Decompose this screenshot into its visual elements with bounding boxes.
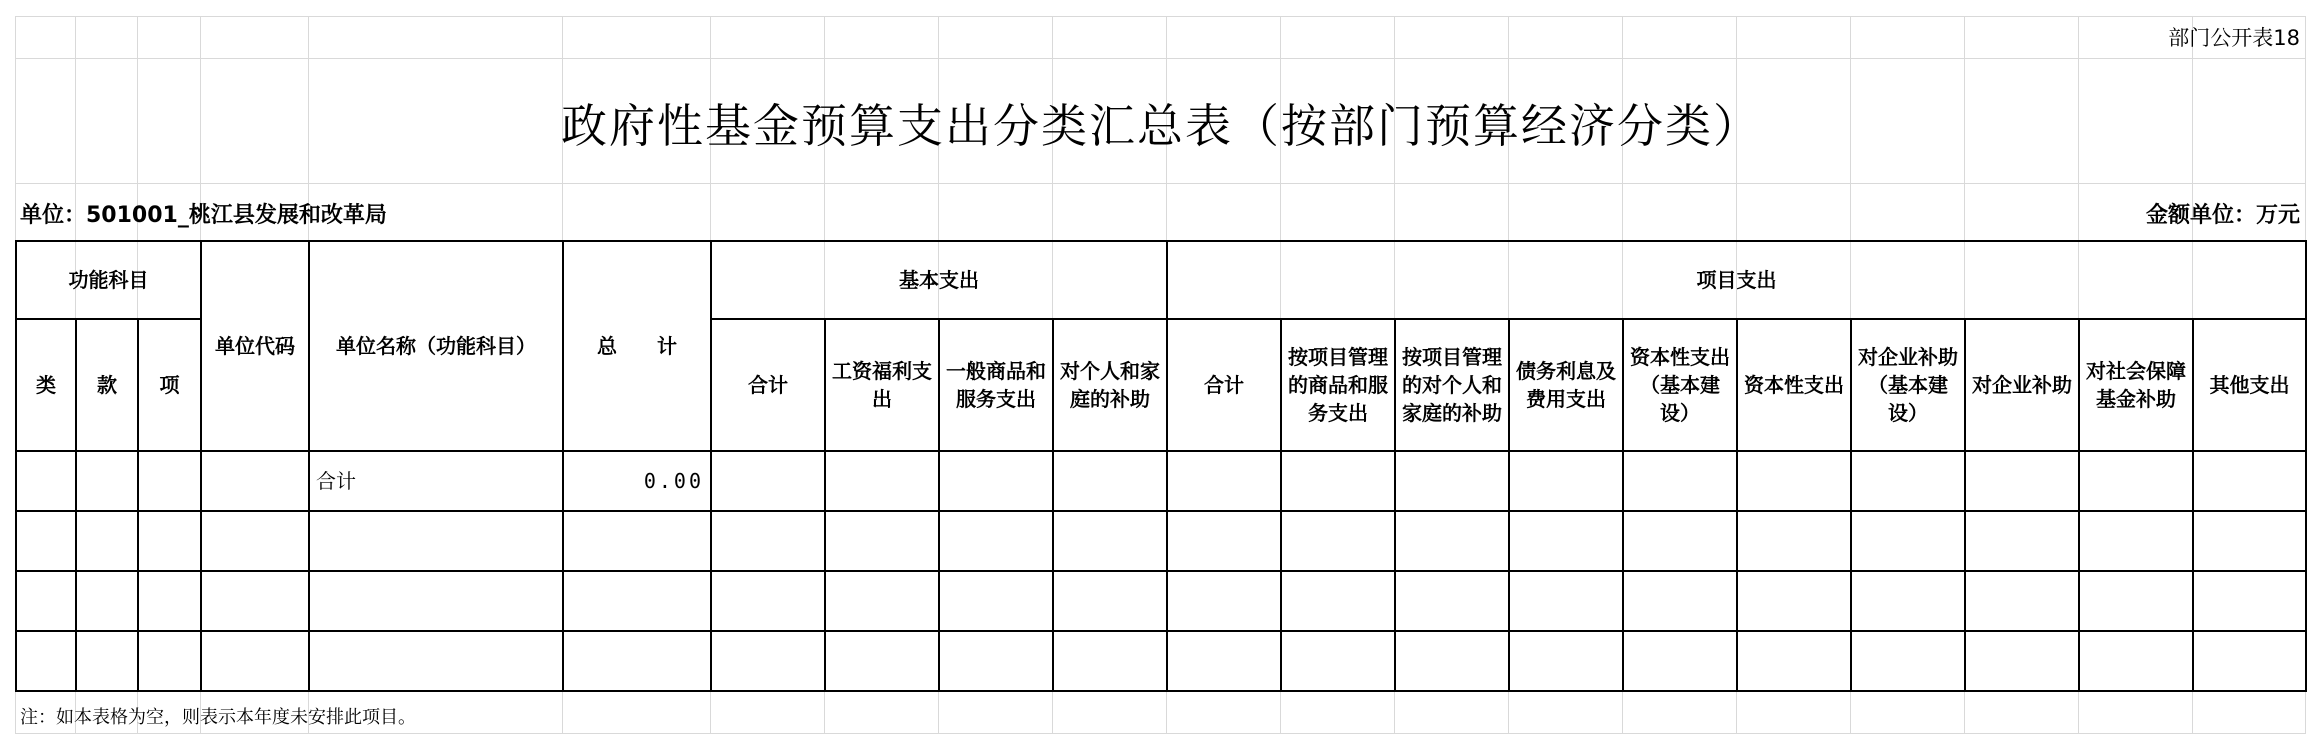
header-project-personal-subsidy: 按项目管理的对个人和家庭的补助 — [1395, 319, 1509, 451]
unit-label: 单位：501001_桃江县发展和改革局 — [20, 203, 387, 228]
header-personal-subsidy: 对个人和家庭的补助 — [1053, 319, 1167, 451]
header-capital-infrastructure: 资本性支出（基本建设） — [1623, 319, 1737, 451]
row-unit-name — [309, 631, 563, 691]
header-unit-name: 单位名称（功能科目） — [309, 241, 563, 451]
table-row — [16, 631, 2306, 691]
header-xiang: 项 — [138, 319, 201, 451]
header-goods-services: 一般商品和服务支出 — [939, 319, 1053, 451]
header-kuan: 款 — [76, 319, 138, 451]
row-unit-name — [309, 571, 563, 631]
header-lei: 类 — [16, 319, 76, 451]
header-wages-welfare: 工资福利支出 — [825, 319, 939, 451]
table-row — [16, 451, 2306, 511]
header-debt-interest: 债务利息及费用支出 — [1509, 319, 1623, 451]
header-unit-code: 单位代码 — [201, 241, 309, 451]
sheet-number-label: 部门公开表18 — [2168, 26, 2300, 50]
header-basic-expenditure: 基本支出 — [711, 241, 1167, 319]
page-title: 政府性基金预算支出分类汇总表（按部门预算经济分类） — [561, 99, 1761, 153]
header-total: 总 计 — [563, 241, 711, 451]
header-project-subtotal: 合计 — [1167, 319, 1281, 451]
header-func-subject: 功能科目 — [16, 241, 201, 319]
table-row — [16, 511, 2306, 571]
row-total-value: 0.00 — [563, 451, 711, 511]
header-capital: 资本性支出 — [1737, 319, 1851, 451]
header-enterprise-subsidy-infrastructure: 对企业补助（基本建设） — [1851, 319, 1965, 451]
row-unit-name: 合计 — [309, 451, 563, 511]
header-social-security-fund: 对社会保障基金补助 — [2079, 319, 2193, 451]
table-row — [16, 571, 2306, 631]
header-project-expenditure: 项目支出 — [1167, 241, 2306, 319]
row-unit-name — [309, 511, 563, 571]
amount-unit-label: 金额单位：万元 — [2145, 203, 2300, 228]
row-total-value — [563, 631, 711, 691]
header-enterprise-subsidy: 对企业补助 — [1965, 319, 2079, 451]
row-total-value — [563, 511, 711, 571]
header-project-goods-services: 按项目管理的商品和服务支出 — [1281, 319, 1395, 451]
header-other-expenditure: 其他支出 — [2193, 319, 2306, 451]
header-row-1 — [16, 241, 2306, 319]
header-basic-subtotal: 合计 — [711, 319, 825, 451]
expenditure-table — [15, 240, 2307, 692]
row-total-value — [563, 571, 711, 631]
footnote: 注：如本表格为空，则表示本年度未安排此项目。 — [20, 707, 416, 728]
